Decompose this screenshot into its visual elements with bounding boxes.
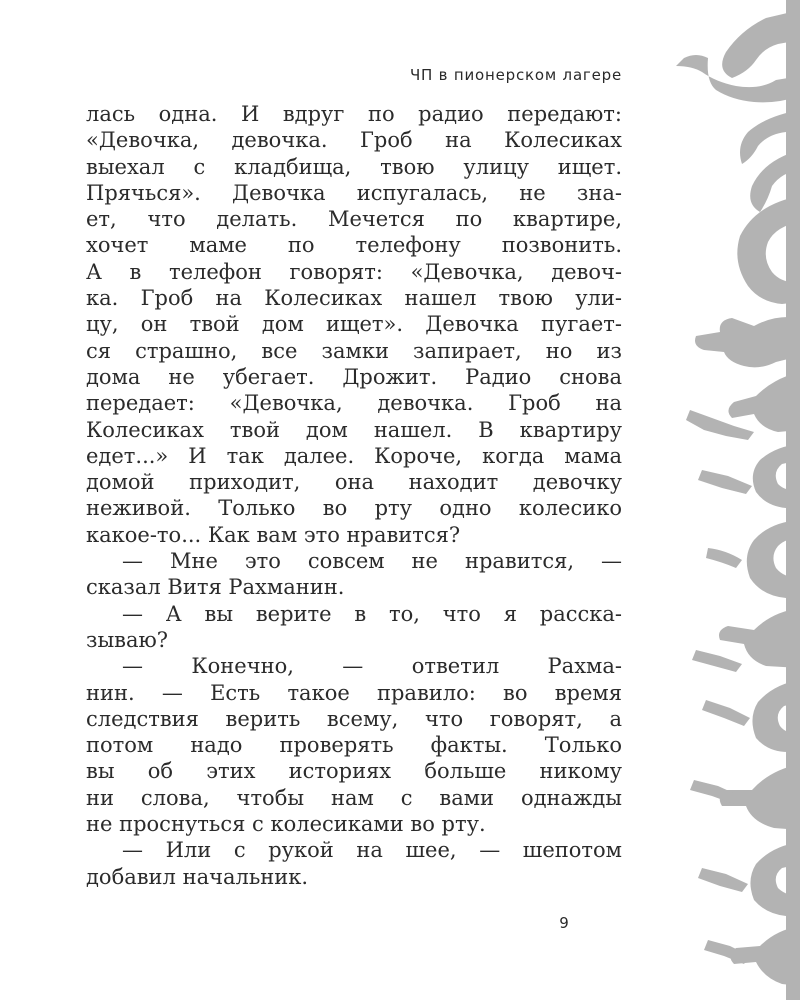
text-line: ет, что делать. Мечется по квартире,	[86, 207, 622, 232]
text-line: — Или с рукой на шее, — шепотом	[122, 838, 622, 863]
running-header-title: ЧП в пионерском лагере	[409, 66, 622, 84]
text-line: «Девочка, девочка. Гроб на Колесиках	[86, 128, 622, 153]
text-line: следствия верить всему, что говорят, а	[86, 706, 622, 731]
text-line: не проснуться с колесиками во рту.	[86, 812, 486, 837]
text-line: ни слова, чтобы нам с вами однажды	[86, 785, 622, 810]
text-line: лась одна. И вдруг по радио передают:	[86, 102, 622, 126]
text-line: — Конечно, — ответил Рахма-	[122, 654, 622, 679]
text-line: зываю?	[86, 627, 169, 652]
creepy-hands-ornament-icon	[636, 0, 800, 1000]
body-text	[86, 101, 622, 890]
text-line: передает: «Девочка, девочка. Гроб на	[86, 391, 622, 416]
text-line: хочет маме по телефону позвонить.	[86, 233, 622, 258]
text-line: — Мне это совсем не нравится, —	[122, 549, 622, 574]
text-line: домой приходит, она находит девочку	[86, 470, 622, 495]
text-line: потом надо проверять факты. Только	[86, 733, 622, 758]
text-line: А в телефон говорят: «Девочка, девоч-	[86, 259, 622, 284]
text-line: ка. Гроб на Колесиках нашел твою ули-	[86, 286, 622, 311]
text-line: добавил начальник.	[86, 864, 309, 889]
text-line: Прячься». Девочка испугалась, не зна-	[86, 180, 622, 205]
text-line: цу, он твой дом ищет». Девочка пугает-	[86, 312, 622, 337]
text-line: нин. — Есть такое правило: во время	[86, 680, 622, 705]
text-line: сказал Витя Рахманин.	[86, 575, 345, 600]
text-line: Колесиках твой дом нашел. В квартиру	[86, 417, 622, 442]
text-line: дома не убегает. Дрожит. Радио снова	[86, 364, 622, 389]
page-number: 9	[559, 914, 569, 932]
text-line: ся страшно, все замки запирает, но из	[86, 338, 622, 363]
text-line: неживой. Только во рту одно колесико	[86, 496, 622, 521]
text-line: какое-то... Как вам это нравится?	[86, 522, 461, 547]
text-line: вы об этих историях больше никому	[86, 759, 622, 784]
text-line: едет...» И так далее. Короче, когда мама	[86, 443, 622, 468]
text-line: выехал с кладбища, твою улицу ищет.	[86, 154, 622, 179]
text-line: — А вы верите в то, что я расска-	[122, 601, 622, 626]
